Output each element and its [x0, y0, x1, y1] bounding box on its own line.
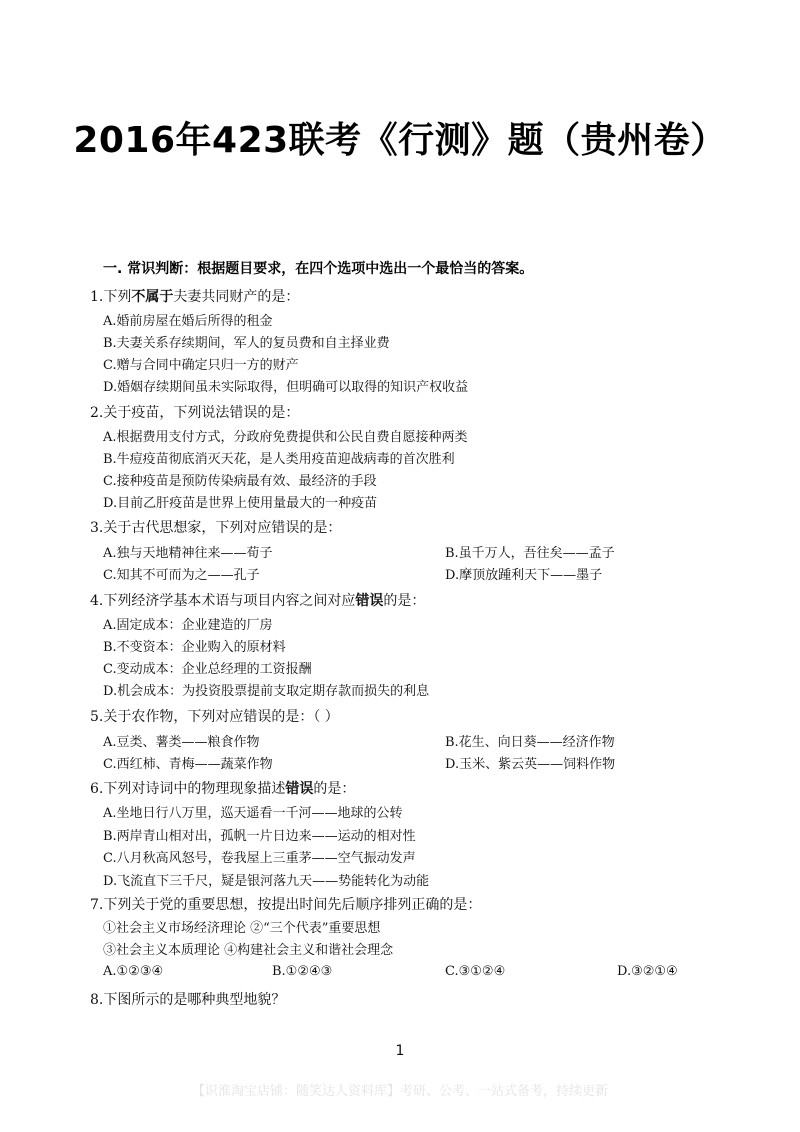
watermark-text: 【识淮淘宝店铺：随笑达人资料库】考研、公考、一站式备考，持续更新: [191, 1084, 608, 1099]
option-d: D.③②①④: [617, 964, 678, 979]
option-b: B.不变资本：企业购入的原材料: [103, 640, 286, 655]
question-text: 1.下列: [90, 289, 132, 305]
question-text: 的是：: [383, 593, 426, 609]
page-number: 1: [395, 1043, 405, 1059]
option-d: D.飞流直下三千尺，疑是银河落九天——势能转化为动能: [103, 874, 430, 889]
question-4: [90, 590, 425, 610]
option-c: C.西红柿、青梅——蔬菜作物: [103, 757, 273, 772]
option-b: B.花生、向日葵——经济作物: [445, 735, 615, 750]
question-7: 7.下列关于党的重要思想，按提出时间先后顺序排列正确的是：: [90, 897, 482, 913]
question-1: [90, 286, 299, 306]
option-b: B.夫妻关系存续期间，军人的复员费和自主择业费: [103, 336, 390, 351]
question-3: 3.关于古代思想家，下列对应错误的是：: [90, 520, 342, 536]
option-d: D.目前乙肝疫苗是世界上使用量最大的一种疫苗: [103, 496, 378, 511]
question-5: 5.关于农作物，下列对应错误的是：（ ）: [90, 709, 339, 725]
option-c: C.接种疫苗是预防传染病最有效、最经济的手段: [103, 474, 377, 489]
option-c: C.知其不可而为之——孔子: [103, 568, 260, 583]
option-a: A.婚前房屋在婚后所得的租金: [103, 314, 273, 329]
question-6: [90, 778, 355, 798]
option-a: A.独与天地精神往来——荀子: [103, 546, 273, 561]
emphasis-text: 错误: [285, 781, 314, 797]
emphasis-text: 错误: [355, 593, 384, 609]
question-8: 8.下图所示的是哪种典型地貌？: [90, 992, 286, 1008]
option-c: C.八月秋高风怒号，卷我屋上三重茅——空气振动发声: [103, 851, 416, 866]
option-b: B.两岸青山相对出，孤帆一片日边来——运动的相对性: [103, 829, 416, 844]
option-b: B.牛痘疫苗彻底消灭天花，是人类用疫苗迎战病毒的首次胜利: [103, 452, 455, 467]
option-d: D.摩顶放踵利天下——墨子: [445, 568, 603, 583]
option-c: C.赠与合同中确定只归一方的财产: [103, 358, 299, 373]
question-text: 4.下列经济学基本术语与项目内容之间对应: [90, 593, 356, 609]
option-a: A.坐地日行八万里，巡天遥看一千河——地球的公转: [103, 806, 403, 821]
option-a: A.根据费用支付方式，分政府免费提供和公民自费自愿接种两类: [103, 430, 468, 445]
option-a: A.豆类、薯类——粮食作物: [103, 735, 260, 750]
emphasis-text: 不属于: [131, 289, 174, 305]
option-b: B.①②④③: [272, 964, 333, 979]
option-c: C.③①②④: [445, 964, 506, 979]
option-a: A.①②③④: [103, 964, 164, 979]
option-a: A.固定成本：企业建造的厂房: [103, 618, 273, 633]
option-c: C.变动成本：企业总经理的工资报酬: [103, 662, 312, 677]
statement-line-2: ③社会主义本质理论 ④构建社会主义和谐社会理念: [103, 943, 394, 958]
option-d: D.婚姻存续期间虽未实际取得，但明确可以取得的知识产权收益: [103, 380, 469, 395]
question-2: 2.关于疫苗，下列说法错误的是：: [90, 405, 300, 421]
question-text: 夫妻共同财产的是：: [173, 289, 300, 305]
section-heading: 一. 常识判断：根据题目要求，在四个选项中选出一个最恰当的答案。: [103, 261, 534, 277]
option-b: B.虽千万人，吾往矣——孟子: [445, 546, 615, 561]
option-d: D.机会成本：为投资股票提前支取定期存款而损失的利息: [103, 684, 430, 699]
statement-line-1: ①社会主义市场经济理论 ②“三个代表”重要思想: [103, 921, 381, 936]
question-text: 6.下列对诗词中的物理现象描述: [90, 781, 286, 797]
option-d: D.玉米、紫云英——饲料作物: [445, 757, 616, 772]
question-text: 的是：: [313, 781, 356, 797]
page-title: 2016年423联考《行测》题（贵州卷）: [73, 120, 727, 161]
